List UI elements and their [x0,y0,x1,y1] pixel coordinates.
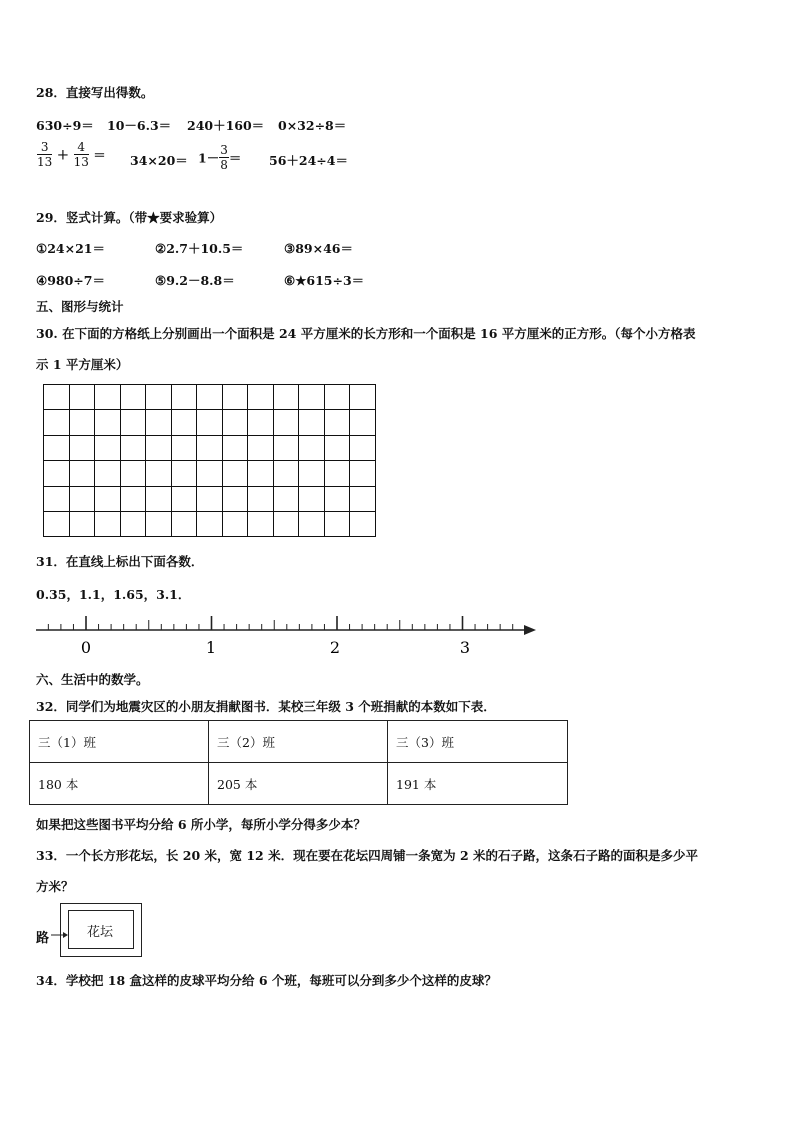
table-header-cell: 三（2）班 [209,721,388,763]
grid-cell[interactable] [222,461,248,486]
grid-cell[interactable] [273,435,299,460]
table-cell: 191 本 [388,763,568,805]
grid-cell[interactable] [171,511,197,536]
grid-cell[interactable] [350,486,376,511]
grid-cell[interactable] [171,385,197,410]
grid-cell[interactable] [146,410,172,435]
table-cell: 180 本 [30,763,209,805]
grid-cell[interactable] [222,486,248,511]
q28-item-6: 34×20＝ [130,153,188,168]
grid-cell[interactable] [95,435,121,460]
q28-title: 28．直接写出得数。 [36,85,154,100]
grid-cell[interactable] [324,410,350,435]
q28-item-2: 10－6.3＝ [107,118,172,133]
grid-cell[interactable] [324,511,350,536]
grid-row [44,435,376,460]
q31-title: 31．在直线上标出下面各数． [36,554,204,569]
section-heading-6: 六、生活中的数学。 [36,672,149,687]
grid-cell[interactable] [350,461,376,486]
grid-cell[interactable] [95,511,121,536]
grid-row [44,461,376,486]
grid-cell[interactable] [44,435,70,460]
square-grid [43,384,376,537]
grid-cell[interactable] [197,385,223,410]
grid-cell[interactable] [69,486,95,511]
grid-cell[interactable] [146,385,172,410]
grid-cell[interactable] [299,461,325,486]
grid-cell[interactable] [197,511,223,536]
grid-cell[interactable] [324,435,350,460]
grid-cell[interactable] [171,461,197,486]
grid-row [44,486,376,511]
grid-cell[interactable] [350,410,376,435]
grid-cell[interactable] [222,435,248,460]
grid-cell[interactable] [171,435,197,460]
grid-cell[interactable] [197,461,223,486]
grid-cell[interactable] [146,511,172,536]
axis-label-0: 0 [80,638,92,657]
grid-cell[interactable] [350,385,376,410]
grid-cell[interactable] [299,435,325,460]
grid-cell[interactable] [44,410,70,435]
axis-label-1: 1 [205,638,217,657]
grid-cell[interactable] [350,511,376,536]
grid-cell[interactable] [273,410,299,435]
axis-ticks [48,616,512,630]
table-header-row [30,721,568,763]
q28-item-4: 0×32÷8＝ [278,118,347,133]
grid-cell[interactable] [222,511,248,536]
q29-item-4: ④980÷7＝ [36,273,105,288]
q30-text-line2: 示 1 平方厘米） [36,357,129,372]
q34-title: 34．学校把 18 盒这样的皮球平均分给 6 个班，每班可以分到多少个这样的皮球？ [36,973,497,988]
fraction: $\frac{4}{13}$ [73,140,89,169]
q28-item-8: 56＋24÷4＝ [269,153,348,168]
grid-cell[interactable] [120,410,146,435]
grid-cell[interactable] [197,486,223,511]
grid-cell[interactable] [171,486,197,511]
grid-cell[interactable] [44,486,70,511]
axis-arrow [524,625,536,635]
grid-row [44,410,376,435]
grid-cell[interactable] [95,461,121,486]
donation-table [29,720,568,805]
grid-cell[interactable] [222,410,248,435]
grid-cell[interactable] [299,385,325,410]
grid-cell[interactable] [273,511,299,536]
grid-cell[interactable] [248,410,274,435]
q31-numbers: 0.35，1.1，1.65，3.1． [36,587,191,602]
grid-cell[interactable] [44,461,70,486]
q28-item-7: 1－ $\frac{3}{8}$ ＝ [198,143,242,172]
grid-cell[interactable] [248,385,274,410]
grid-cell[interactable] [95,410,121,435]
grid-cell[interactable] [95,486,121,511]
grid-cell[interactable] [69,511,95,536]
table-cell: 205 本 [209,763,388,805]
grid-cell[interactable] [197,435,223,460]
grid-cell[interactable] [69,385,95,410]
road-label: 路 [36,931,50,946]
q29-item-3: ③89×46＝ [284,241,353,256]
grid-cell[interactable] [120,461,146,486]
q28-item-1: 630÷9＝ [36,118,94,133]
grid-cell[interactable] [299,410,325,435]
table-row [30,763,568,805]
q29-title: 29．竖式计算。（带★要求验算） [36,210,223,225]
q29-item-2: ②2.7＋10.5＝ [155,241,244,256]
grid-cell[interactable] [69,461,95,486]
grid-cell[interactable] [44,511,70,536]
fraction: $\frac{3}{8}$ [220,143,228,172]
grid-cell[interactable] [171,410,197,435]
road-pointer-arrow-icon [51,930,71,940]
table-header-cell: 三（1）班 [30,721,209,763]
q30-text-line1: 30. 在下面的方格纸上分别画出一个面积是 24 平方厘米的长方形和一个面积是 16 平方厘米的正方形。（每个小方格表 [36,326,696,341]
grid-row [44,511,376,536]
grid-cell[interactable] [197,410,223,435]
grid-cell[interactable] [299,511,325,536]
flowerbed-label: 花坛 [87,925,114,940]
grid-cell[interactable] [69,410,95,435]
grid-cell[interactable] [44,385,70,410]
grid-cell[interactable] [248,461,274,486]
grid-cell[interactable] [299,486,325,511]
grid-cell[interactable] [248,435,274,460]
q29-item-6: ⑥★615÷3＝ [284,273,365,288]
axis-label-3: 3 [459,638,471,657]
q33-text-line2: 方米？ [36,879,74,894]
grid-cell[interactable] [273,385,299,410]
q28-item-5: $\frac{3}{13}$ + $\frac{4}{13}$ ＝ [37,140,106,169]
q28-item-3: 240＋160＝ [187,118,265,133]
fraction: $\frac{3}{13}$ [37,140,53,169]
grid-cell[interactable] [120,511,146,536]
grid-cell[interactable] [120,385,146,410]
grid-cell[interactable] [69,435,95,460]
q32-question: 如果把这些图书平均分给 6 所小学，每所小学分得多少本？ [36,817,366,832]
grid-cell[interactable] [146,486,172,511]
q33-text-line1: 33．一个长方形花坛，长 20 米，宽 12 米．现在要在花坛四周铺一条宽为 2 米的石子路，这条石子路的面积是多少平 [36,848,698,863]
grid-cell[interactable] [248,511,274,536]
grid-cell[interactable] [222,385,248,410]
section-heading-5: 五、图形与统计 [36,299,124,314]
q29-item-5: ⑤9.2－8.8＝ [155,273,235,288]
grid-cell[interactable] [248,486,274,511]
grid-cell[interactable] [120,486,146,511]
grid-cell[interactable] [273,461,299,486]
grid-cell[interactable] [146,435,172,460]
grid-cell[interactable] [273,486,299,511]
grid-cell[interactable] [324,461,350,486]
q32-title: 32．同学们为地震灾区的小朋友捐献图书．某校三年级 3 个班捐献的本数如下表． [36,699,496,714]
grid-cell[interactable] [146,461,172,486]
number-line [30,610,540,660]
grid-cell[interactable] [324,385,350,410]
grid-cell[interactable] [95,385,121,410]
grid-cell[interactable] [350,435,376,460]
grid-cell[interactable] [324,486,350,511]
grid-cell[interactable] [120,435,146,460]
axis-label-2: 2 [329,638,341,657]
table-header-cell: 三（3）班 [388,721,568,763]
grid-row [44,385,376,410]
q29-item-1: ①24×21＝ [36,241,105,256]
